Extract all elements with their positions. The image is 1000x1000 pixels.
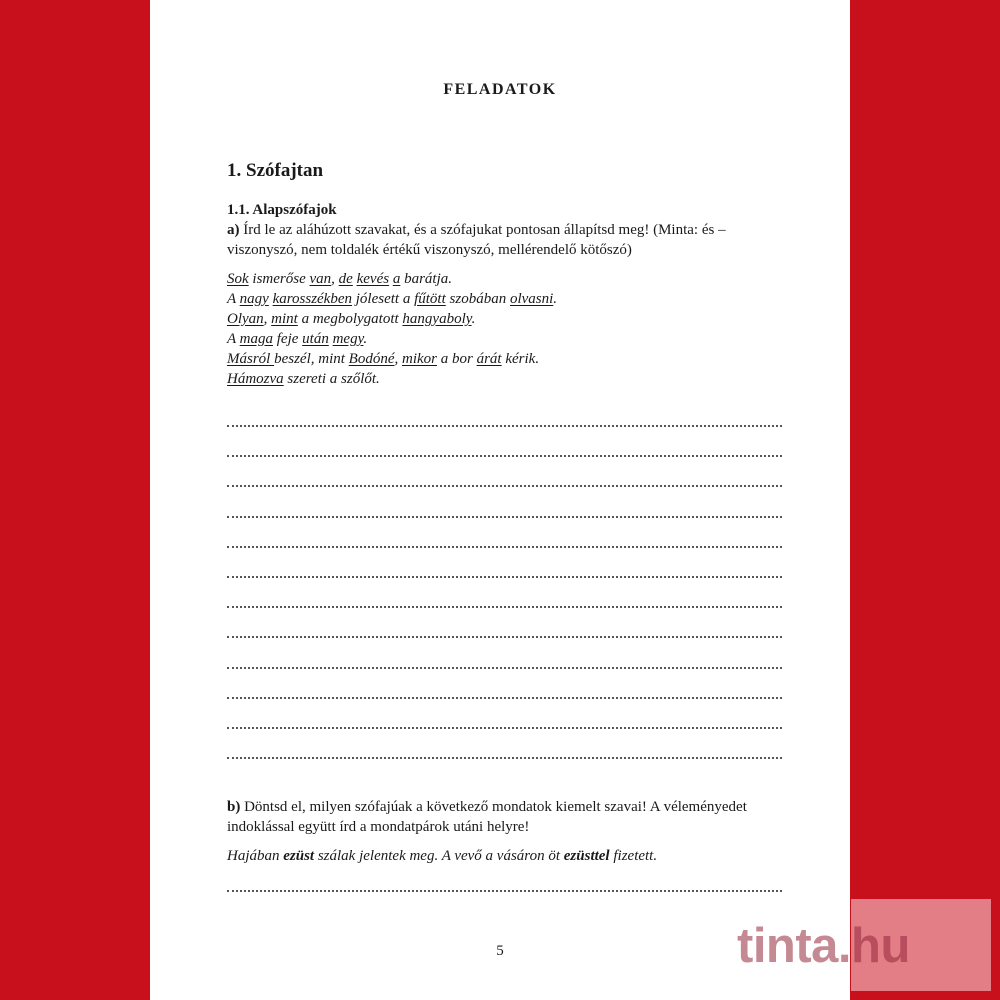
- sentence-text: A: [227, 331, 240, 347]
- answer-line[interactable]: [227, 455, 782, 457]
- sentence-text: jólesett a: [352, 291, 415, 307]
- answer-line[interactable]: [227, 606, 782, 608]
- underlined-word: fűtött: [414, 291, 446, 307]
- answer-line[interactable]: [227, 636, 782, 638]
- sentence-text: ,: [394, 351, 402, 367]
- underlined-word: mint: [271, 311, 298, 327]
- sentence-text: ismerőse: [248, 271, 310, 287]
- sentence-text: szobában: [445, 291, 510, 307]
- answer-line[interactable]: [227, 425, 782, 427]
- watermark-logo: tinta.hu: [737, 919, 910, 973]
- sentence-text: A: [227, 291, 240, 307]
- underlined-word: Sok: [227, 271, 249, 287]
- sentence-text: .: [471, 311, 476, 327]
- sentence-text: ,: [331, 271, 339, 287]
- underlined-word: árát: [476, 351, 502, 367]
- underlined-word: de: [338, 271, 353, 287]
- sentence-text: fizetett.: [609, 848, 658, 864]
- book-page: [150, 0, 850, 1000]
- sentence-text: .: [363, 331, 368, 347]
- example-sentence: [227, 369, 557, 389]
- sentence-text: .: [553, 291, 558, 307]
- underlined-word: után: [302, 331, 329, 347]
- page-title: FELADATOK: [443, 81, 557, 98]
- underlined-word: nagy: [239, 291, 269, 307]
- answer-line[interactable]: [227, 546, 782, 548]
- sentence-text: a megbolygatott: [297, 311, 403, 327]
- answer-line[interactable]: [227, 516, 782, 518]
- example-sentence: [227, 269, 557, 289]
- underlined-word: olvasni: [509, 291, 554, 307]
- sentence-text: barátja.: [400, 271, 452, 287]
- underlined-word: mikor: [402, 351, 437, 367]
- example-sentence: [227, 289, 557, 309]
- example-sentence: [227, 309, 557, 329]
- page-number: 5: [496, 943, 504, 959]
- answer-line[interactable]: [227, 576, 782, 578]
- exercise-b-sentence: [227, 848, 657, 865]
- answer-line[interactable]: [227, 485, 782, 487]
- exercise-a-sentences: [227, 269, 557, 389]
- exercise-a-instruction: [227, 220, 797, 260]
- section-title: 1. Szófajtan: [227, 160, 324, 181]
- sentence-text: beszél, mint: [274, 351, 349, 367]
- sentence-text: feje: [273, 331, 303, 347]
- answer-line[interactable]: [227, 697, 782, 699]
- answer-line[interactable]: [227, 890, 782, 892]
- underlined-word: megy: [332, 331, 364, 347]
- underlined-word: maga: [239, 331, 273, 347]
- answer-line[interactable]: [227, 727, 782, 729]
- sentence-text: szereti a szőlőt.: [283, 371, 380, 387]
- underlined-word: Hámozva: [227, 371, 284, 387]
- sentence-text: szálak jelentek meg. A vevő a vásáron öt: [314, 848, 564, 864]
- underlined-word: karosszékben: [272, 291, 353, 307]
- exercise-a-text: Írd le az aláhúzott szavakat, és a szófajukat pontosan állapítsd meg! (Minta: és – viszonyszó, nem toldalék értékű viszonyszó, mellérendelő kötőszó): [227, 222, 726, 258]
- subsection-title: 1.1. Alapszófajok: [227, 202, 337, 218]
- underlined-word: kevés: [356, 271, 390, 287]
- highlighted-word: ezüst: [283, 848, 315, 864]
- exercise-b-label: b): [227, 799, 241, 815]
- answer-line[interactable]: [227, 757, 782, 759]
- exercise-b-text: Döntsd el, milyen szófajúak a következő mondatok kiemelt szavai! A véleményedet indoklással együtt írd a mondatpárok utáni helyre!: [227, 799, 747, 835]
- underlined-word: a: [392, 271, 401, 287]
- exercise-a-label: a): [227, 222, 240, 238]
- exercise-b-instruction: [227, 797, 797, 837]
- example-sentence: [227, 349, 557, 369]
- example-sentence: [227, 329, 557, 349]
- answer-line[interactable]: [227, 667, 782, 669]
- underlined-word: Másról: [227, 351, 275, 367]
- sentence-text: kérik.: [501, 351, 540, 367]
- underlined-word: Bodóné: [348, 351, 395, 367]
- sentence-text: ,: [263, 311, 272, 327]
- underlined-word: Olyan: [227, 311, 264, 327]
- highlighted-word: ezüsttel: [563, 848, 610, 864]
- underlined-word: hangyaboly: [402, 311, 472, 327]
- sentence-text: a bor: [437, 351, 477, 367]
- sentence-text: Hajában: [227, 848, 284, 864]
- underlined-word: van: [309, 271, 332, 287]
- left-red-band: [0, 0, 150, 1000]
- right-red-band: [850, 0, 1000, 1000]
